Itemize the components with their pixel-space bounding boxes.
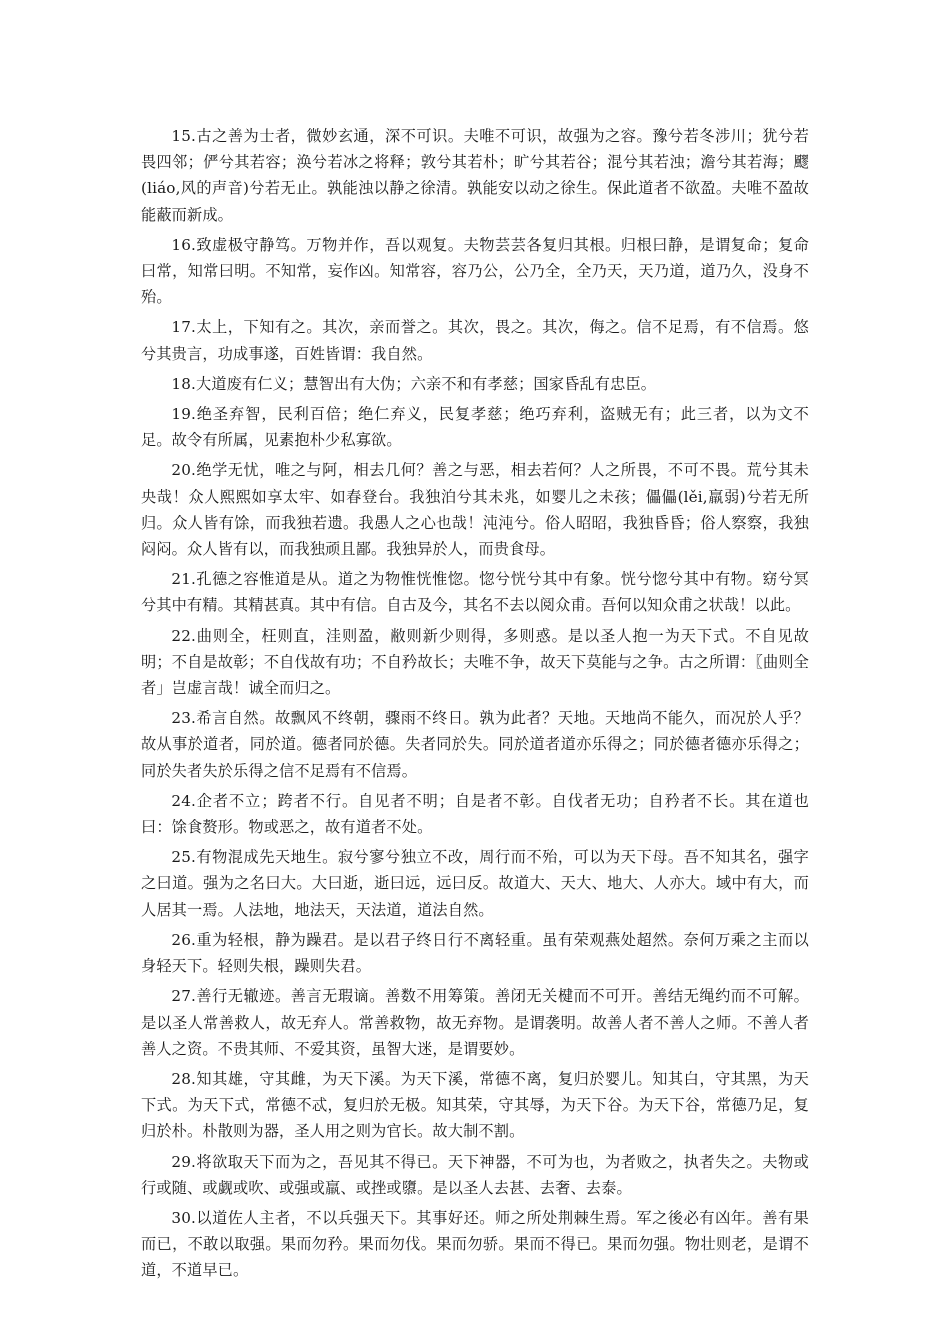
paragraph-22: 22.曲则全，枉则直，洼则盈，敝则新少则得，多则惑。是以圣人抱一为天下式。不自见故明；不自是故彰；不自伐故有功；不自矜故长；夫唯不争，故天下莫能与之争。古之所谓：〖曲则全者」岂虚言哉！诚全而归之。	[141, 626, 809, 698]
paragraph-26: 26.重为轻根，静为躁君。是以君子终日行不离轻重。虽有荣观燕处超然。奈何万乘之主而以身轻天下。轻则失根，躁则失君。	[141, 930, 809, 976]
paragraph-24: 24.企者不立；跨者不行。自见者不明；自是者不彰。自伐者无功；自矜者不长。其在道也曰：馀食赘形。物或恶之，故有道者不处。	[141, 791, 809, 837]
paragraph-18: 18.大道废有仁义；慧智出有大伪；六亲不和有孝慈；国家昏乱有忠臣。	[171, 374, 657, 393]
paragraph-16: 16.致虚极守静笃。万物并作，吾以观复。夫物芸芸各复归其根。归根曰静，是谓复命；复命曰常，知常曰明。不知常，妄作凶。知常容，容乃公，公乃全，全乃天，天乃道，道乃久，没身不殆。	[141, 235, 809, 307]
paragraph-20: 20.绝学无忧，唯之与阿，相去几何？善之与恶，相去若何？人之所畏，不可不畏。荒兮其未央哉！众人熙熙如享太牢、如春登台。我独泊兮其未兆，如婴儿之未孩；儡儡(lěi,羸弱)兮若无所归。众人皆有馀，而我独若遗。我愚人之心也哉！沌沌兮。俗人昭昭，我独昏昏；俗人察察，我独闷闷。众人皆有以，而我独顽且鄙。我独异於人，而贵食母。	[141, 461, 809, 559]
paragraph-17: 17.太上，下知有之。其次，亲而誉之。其次，畏之。其次，侮之。信不足焉，有不信焉。悠兮其贵言，功成事遂，百姓皆谓：我自然。	[141, 318, 809, 363]
paragraph-25: 25.有物混成先天地生。寂兮寥兮独立不改，周行而不殆，可以为天下母。吾不知其名，强字之曰道。强为之名曰大。大曰逝，逝曰远，远曰反。故道大、天大、地大、人亦大。域中有大，而人居其一焉。人法地，地法天，天法道，道法自然。	[141, 848, 809, 919]
paragraph-29: 29.将欲取天下而为之，吾见其不得已。天下神器，不可为也，为者败之，执者失之。夫物或行或随、或觑或吹、或强或羸、或挫或隳。是以圣人去甚、去奢、去泰。	[141, 1152, 809, 1197]
paragraph-15: 15.古之善为士者，微妙玄通，深不可识。夫唯不可识，故强为之容。豫兮若冬涉川；犹兮若畏四邻；俨兮其若容；涣兮若冰之将释；敦兮其若朴；旷兮其若谷；混兮其若浊；澹兮其若海；飂(liáo,风的声音)兮若无止。孰能浊以静之徐清。孰能安以动之徐生。保此道者不欲盈。夫唯不盈故能蔽而新成。	[141, 127, 809, 224]
paragraph-21: 21.孔德之容惟道是从。道之为物惟恍惟惚。惚兮恍兮其中有象。恍兮惚兮其中有物。窈兮冥兮其中有精。其精甚真。其中有信。自古及今，其名不去以阅众甫。吾何以知众甫之状哉！以此。	[141, 570, 809, 615]
paragraph-30: 30.以道佐人主者，不以兵强天下。其事好还。师之所处荆棘生焉。军之後必有凶年。善有果而已，不敢以取强。果而勿矜。果而勿伐。果而勿骄。果而不得已。果而勿强。物壮则老，是谓不道，不道早已。	[141, 1208, 809, 1280]
paragraph-19: 19.绝圣弃智，民利百倍；绝仁弃义，民复孝慈；绝巧弃利，盗贼无有；此三者，以为文不足。故令有所属，见素抱朴少私寡欲。	[141, 405, 809, 450]
paragraph-23: 23.希言自然。故飘风不终朝，骤雨不终日。孰为此者？天地。天地尚不能久，而况於人乎？故从事於道者，同於道。德者同於德。失者同於失。同於道者道亦乐得之；同於德者德亦乐得之；同於失者失於乐得之信不足焉有不信焉。	[141, 709, 809, 780]
document-body	[141, 123, 809, 1288]
paragraph-27: 27.善行无辙迹。善言无瑕谪。善数不用筹策。善闭无关楗而不可开。善结无绳约而不可解。是以圣人常善救人，故无弃人。常善救物，故无弃物。是谓袭明。故善人者不善人之师。不善人者善人之资。不贵其师、不爱其资，虽智大迷，是谓要妙。	[141, 987, 809, 1058]
paragraph-28: 28.知其雄，守其雌，为天下溪。为天下溪，常德不离，复归於婴儿。知其白，守其黑，为天下式。为天下式，常德不忒，复归於无极。知其荣，守其辱，为天下谷。为天下谷，常德乃足，复归於朴。朴散则为器，圣人用之则为官长。故大制不割。	[141, 1069, 809, 1141]
